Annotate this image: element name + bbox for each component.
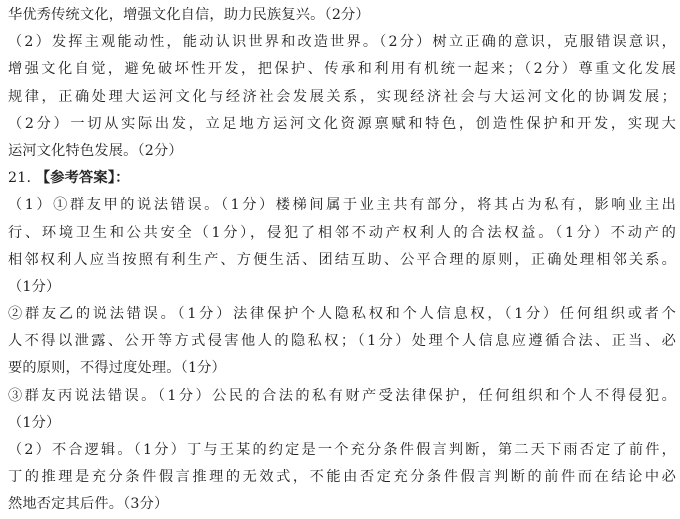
text-line: 增强文化自觉，避免破坏性开发，把保护、传承和利用有机统一起来；（2分）尊重文化发展 xyxy=(8,61,676,78)
text-line: （1分） xyxy=(8,278,61,295)
text-line: ③群友丙说法错误。（1分）公民的合法的私有财产受法律保护，任何组织和个人不得侵犯。 xyxy=(8,387,676,404)
text-line: 规律，正确处理大运河文化与经济社会发展关系，实现经济社会与大运河文化的协调发展； xyxy=(8,88,676,105)
text-line: 然地否定其后件。（3分） xyxy=(8,496,169,513)
question-number: 21. xyxy=(8,170,36,187)
reference-answer-label: 【参考答案】： xyxy=(35,170,130,187)
text-line: 相邻权利人应当按照有利生产、方便生活、团结互助、公平合理的原则，正确处理相邻关系。 xyxy=(8,251,676,268)
text-line: （1）①群友甲的说法错误。（1分）楼梯间属于业主共有部分，将其占为私有，影响业主出 xyxy=(8,197,676,214)
text-line: 运河文化特色发展。（2分） xyxy=(8,142,183,159)
question-21-heading xyxy=(8,165,676,192)
text-line: （2）发挥主观能动性，能动认识世界和改造世界。（2分）树立正确的意识，克服错误意识， xyxy=(8,34,676,51)
text-line: 丁的推理是充分条件假言推理的无效式，不能由否定充分条件假言判断的前件而在结论中必 xyxy=(8,469,676,486)
text-line: 要的原则，不得过度处理。（1分） xyxy=(8,360,226,377)
text-line: 行、环境卫生和公共安全（1分），侵犯了相邻不动产权利人的合法权益。（1分）不动产的 xyxy=(8,224,676,241)
text-line: 华优秀传统文化，增强文化自信，助力民族复兴。（2分） xyxy=(8,7,370,23)
text-line: （1分） xyxy=(8,414,61,431)
text-line: （2分）一切从实际出发，立足地方运河文化资源禀赋和特色，创造性保护和开发，实现大 xyxy=(8,115,676,132)
text-line: ②群友乙的说法错误。（1分）法律保护个人隐私权和个人信息权，（1分）任何组织或者个 xyxy=(8,306,676,323)
text-line: 人不得以泄露、公开等方式侵害他人的隐私权；（1分）处理个人信息应遵循合法、正当、必 xyxy=(8,333,676,350)
answer-document xyxy=(8,2,676,519)
text-line: （2）不合逻辑。（1分）丁与王某的约定是一个充分条件假言判断，第二天下雨否定了前件， xyxy=(8,442,676,458)
